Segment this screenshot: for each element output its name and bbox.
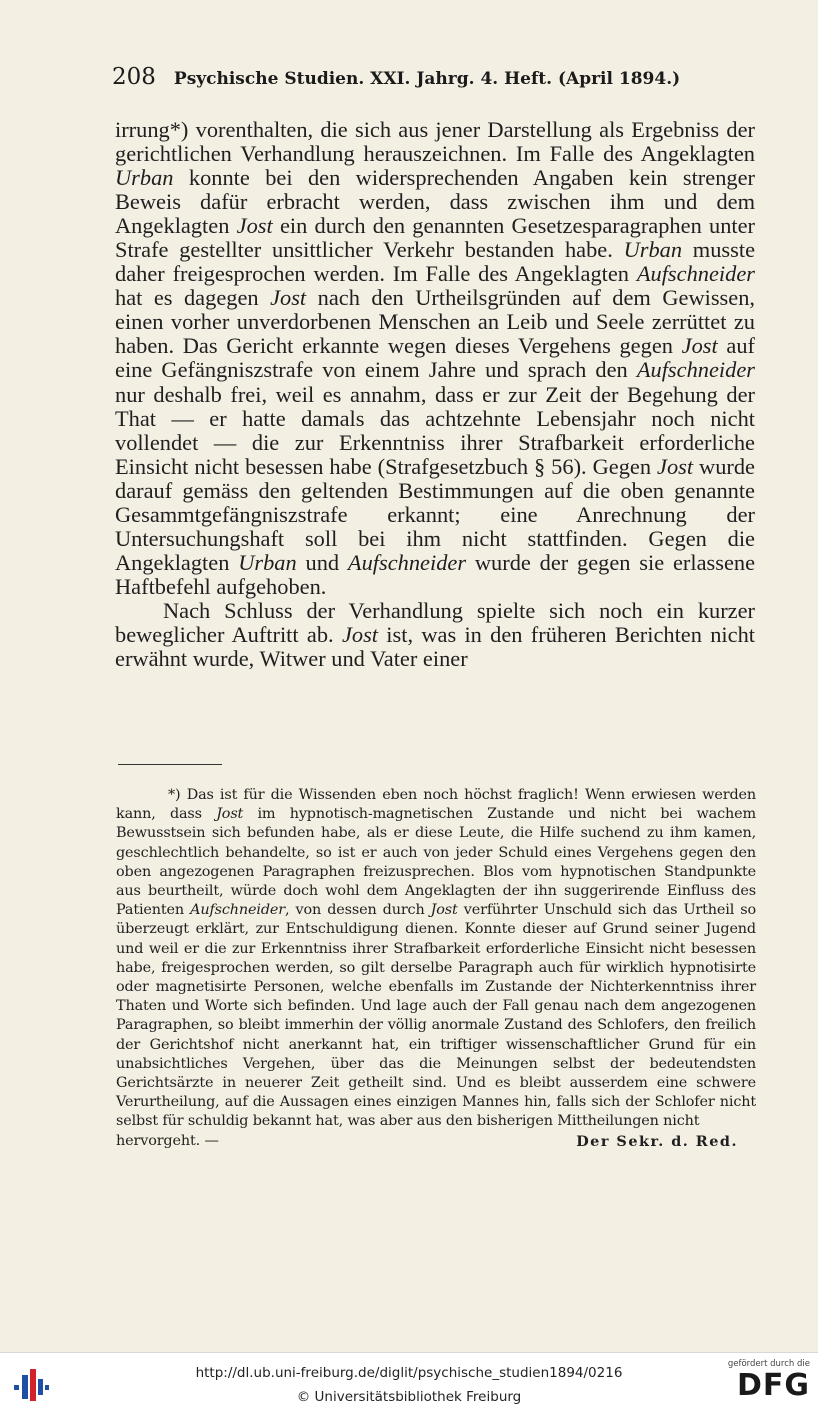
running-title: Psychische Studien. XXI. Jahrg. 4. Heft. (April 1894.) xyxy=(173,69,681,89)
text-run: wurde der gegen sie erlassene Haftbefehl aufgehoben. xyxy=(115,549,756,599)
footnote-closing xyxy=(116,1132,756,1151)
name-urban: Urban xyxy=(115,165,174,191)
footnote xyxy=(116,786,756,1151)
text-run: , von dessen durch xyxy=(285,902,431,919)
name-aufschneider: Aufschneider xyxy=(347,549,467,575)
name-jost: Jost xyxy=(216,806,244,823)
name-jost: Jost xyxy=(341,621,379,647)
text-run: auf eine Gefängniszstrafe von einem Jahre und sprach den xyxy=(115,333,755,383)
text-run: ist, was in den früheren Berichten nicht erwähnt wurde, Witwer und Vater einer xyxy=(115,621,755,672)
funding-note: gefördert durch die xyxy=(727,1359,810,1369)
text-run: konnte bei den widersprechenden Angaben kein strenger Beweis dafür erbracht werden, dass zwischen ihm und dem Angeklagten xyxy=(115,165,755,239)
text-run: wurde darauf gemäss den geltenden Bestimmungen auf die oben genannte Gesammtgefängniszstrafe erkannt; eine Anrechnung der Untersuchungshaft soll bei ihm nicht stattfinden. Gegen die Angeklagten xyxy=(115,453,755,575)
name-urban: Urban xyxy=(238,549,297,575)
copyright-text: © Universitätsbibliothek Freiburg xyxy=(296,1389,522,1405)
name-jost: Jost xyxy=(236,213,273,239)
text-run: nur deshalb frei, weil es annahm, dass er zur Zeit der Begehung der That — er hatte damals das achtzehnte Lebensjahr noch nicht vollendet — die zur Erkenntniss ihrer Strafbarkeit erforderliche Einsicht nicht besessen habe (Strafgesetzbuch § 56). Gegen xyxy=(115,381,755,479)
editor-signature: Der Sekr. d. Red. xyxy=(576,1132,738,1150)
footnote-text xyxy=(116,786,756,1132)
footnote-divider xyxy=(118,764,222,765)
footnote-mark: *) xyxy=(168,787,181,803)
page-number: 208 xyxy=(112,64,156,90)
running-head xyxy=(112,64,757,90)
text-run: musste daher freigesprochen werden. Im Falle des Angeklagten xyxy=(115,237,756,287)
text-run: hat es dagegen xyxy=(115,285,271,311)
text-run: Das ist für die Wissenden eben noch höchst fraglich! Wenn erwiesen werden kann, dass xyxy=(116,787,756,823)
dfg-funding-logo xyxy=(718,1359,810,1407)
name-aufschneider: Aufschneider xyxy=(636,261,755,287)
text-run: und xyxy=(296,549,348,575)
name-aufschneider: Aufschneider xyxy=(190,902,285,919)
text-run: ein durch den genannten Gesetzesparagraphen unter Strafe gestellter unsittlicher Verkehr bestanden habe. xyxy=(115,213,755,263)
name-jost: Jost xyxy=(681,333,718,359)
footnote-last-line: hervorgeht. — xyxy=(116,1132,219,1149)
viewer-footer xyxy=(0,1352,818,1412)
name-jost: Jost xyxy=(657,453,694,479)
permalink-url[interactable]: http://dl.ub.uni-freiburg.de/diglit/psychische_studien1894/0216 xyxy=(195,1365,623,1381)
text-run: nach den Urtheilsgründen auf dem Gewissen, einen vorher unverdorbenen Menschen an Leib und Seele zerrüttet zu haben. Das Gericht erkannte wegen dieses Vergehens gegen xyxy=(115,285,755,359)
text-run: im hypnotisch-magnetischen Zustande und nicht bei wachem Bewusstsein sich befunden habe, als er diese Leute, die Hilfe suchend zu ihm kamen, geschlechtlich behandelte, so ist er auch von jeder Schuld eines Vergehens gegen den oben angezogenen Paragraphen freizusprechen. Blos vom hypnotischen Standpunkte aus beurtheilt, würde doch wohl dem Angeklagten der ihn suggerirende Einfluss des Patienten xyxy=(116,806,756,919)
text-run: Nach Schluss der Verhandlung spielte sich noch ein kurzer beweglicher Auftritt ab. xyxy=(115,597,755,647)
text-run: irrung*) vorenthalten, die sich aus jener Darstellung als Ergebniss der gerichtlichen Verhandlung herauszeichnen. Im Falle des Angeklagten xyxy=(115,117,755,167)
name-jost: Jost xyxy=(430,902,458,919)
text-run: verführter Unschuld sich das Urtheil so überzeugt erklärt, zur Entschuldigung dienen. Konnte dieser auf Grund seiner Jugend und weil er die zur Erkenntniss ihrer Strafbarkeit erforderliche Einsicht nicht besessen habe, freigesprochen werden, so gilt derselbe Paragraph auch für wirklich hypnotisirte oder magnetisirte Personen, welche ebenfalls im Zustande der Nichterkenntniss ihrer Thaten und Worte sich befinden. Und lage auch der Fall genau nach dem angezogenen Paragraphen, so bleibt immerhin der völlig anormale Zustand des Schlofers, den freilich der Gerichtshof nicht anerkannt hat, ein triftiger wissenschaftlicher Grund für ein unabsichtliches Vergehen, über das die Meinungen selbst der bedeutendsten Gerichtsärzte in neuerer Zeit getheilt sind. Und es bleibt ausserdem eine schwere Verurtheilung, auf die Aussagen eines einzigen Mannes hin, falls sich der Schlofer nicht selbst für schuldig bekannt hat, was aber aus den bisherigen Mittheilungen nicht xyxy=(116,902,757,1130)
name-urban: Urban xyxy=(623,237,683,263)
body-text xyxy=(115,118,755,671)
paragraph-2 xyxy=(115,599,755,671)
paragraph-1 xyxy=(115,118,755,599)
name-jost: Jost xyxy=(270,285,307,311)
name-aufschneider: Aufschneider xyxy=(636,357,755,383)
dfg-logo-text: DFG xyxy=(736,1368,810,1403)
